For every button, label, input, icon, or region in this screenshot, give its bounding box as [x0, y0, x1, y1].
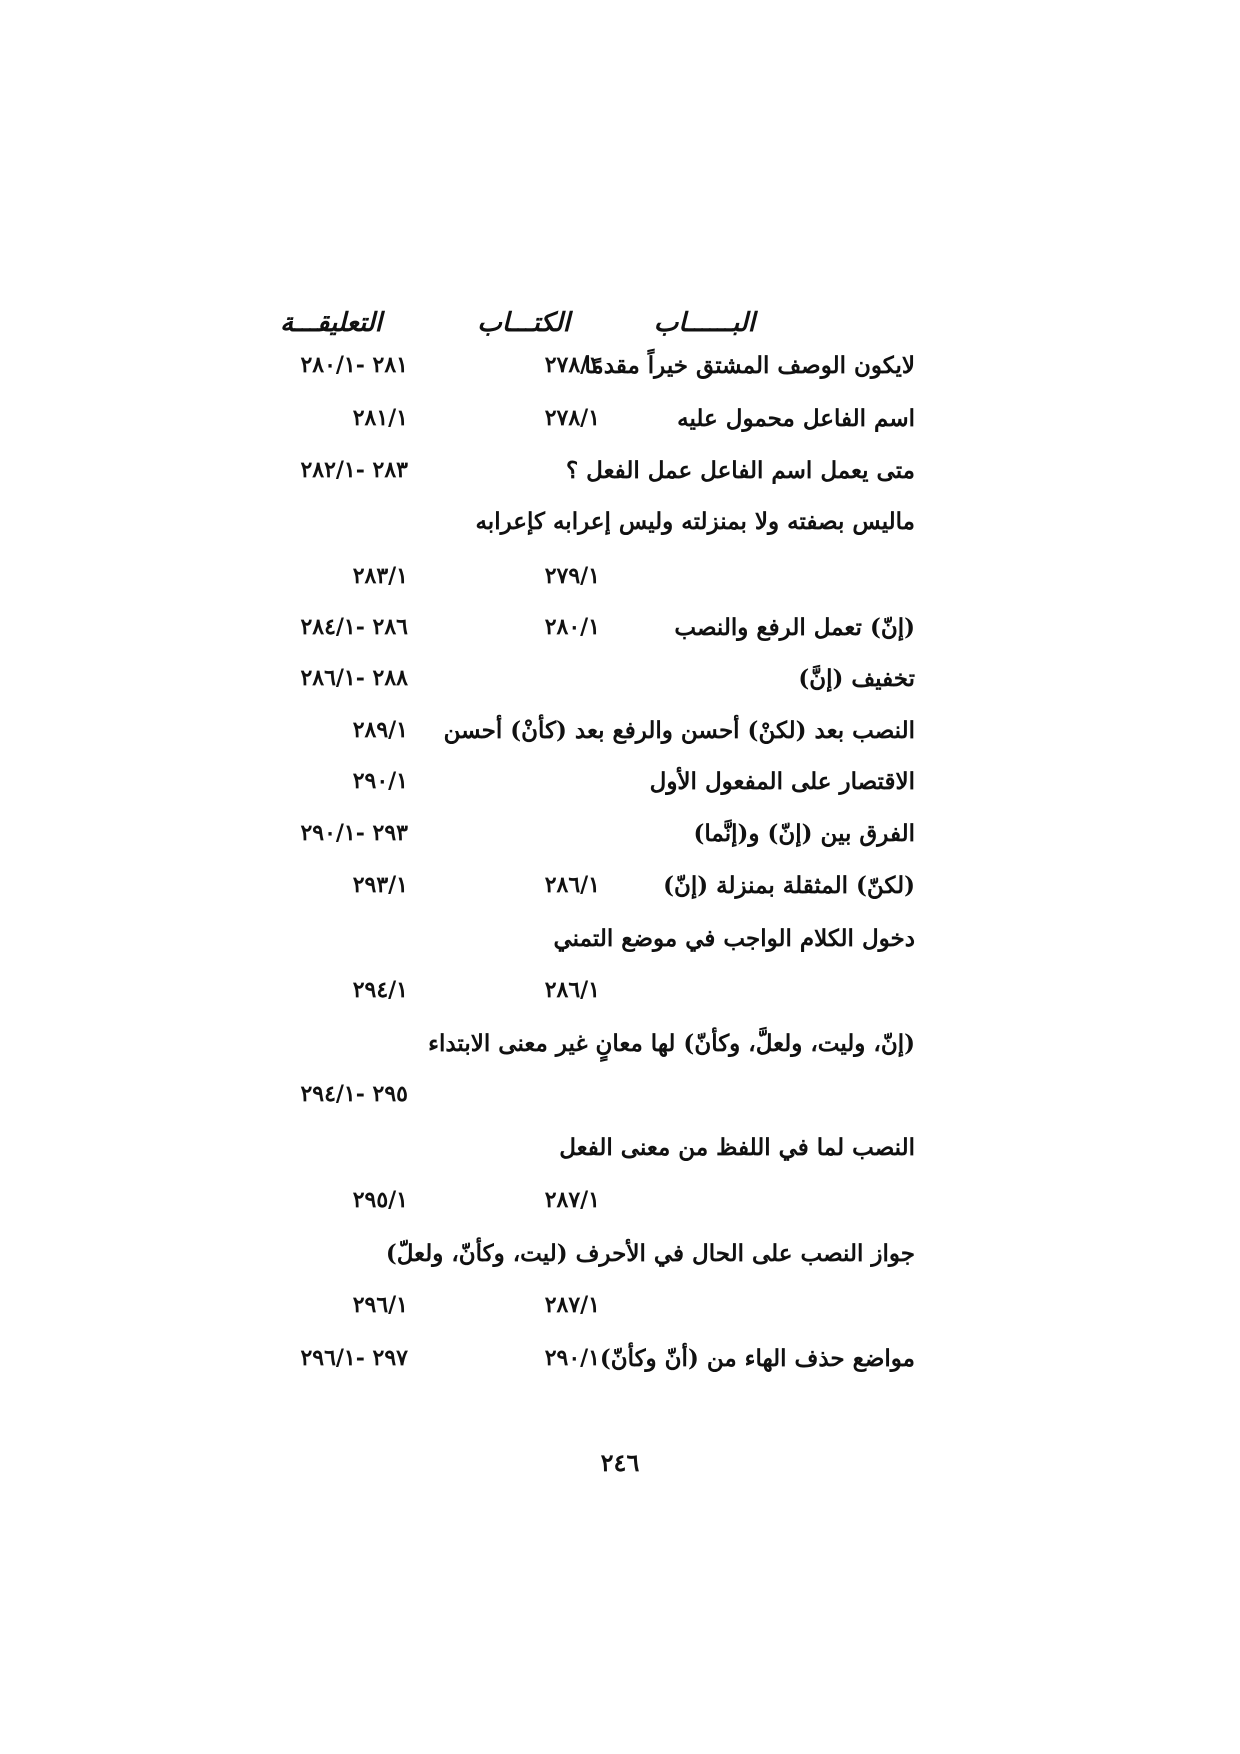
row-topic: (لكنّ) المثقلة بمنزلة (إنّ): [663, 872, 915, 899]
row-topic: دخول الكلام الواجب في موضع التمني: [553, 925, 915, 952]
row-topic: متى يعمل اسم الفاعل عمل الفعل ؟: [565, 457, 915, 484]
row-topic: (إنّ) تعمل الرفع والنصب: [674, 614, 915, 641]
row-commentary-ref: ٢٩٤/١: [352, 977, 408, 1003]
row-commentary-ref: ٢٩٣ -٢٩٠/١: [300, 820, 408, 846]
row-commentary-ref: ٢٨١ -٢٨٠/١: [300, 352, 408, 378]
page-number: ٢٤٦: [600, 1448, 640, 1477]
row-commentary-ref: ٢٨٣ -٢٨٢/١: [300, 457, 408, 483]
row-commentary-ref: ٢٩٥ -٢٩٤/١: [300, 1081, 408, 1107]
row-topic: (إنّ، وليت، ولعلَّ، وكأنّ) لها معانٍ غير معنى الابتداء: [428, 1030, 915, 1057]
row-topic: لايكون الوصف المشتق خيراً مقدمًا: [584, 352, 915, 379]
row-commentary-ref: ٢٨٨ -٢٨٦/١: [300, 665, 408, 691]
row-commentary-ref: ٢٩٣/١: [352, 872, 408, 898]
row-book-ref: ٢٧٨/١: [544, 405, 600, 431]
row-topic: جواز النصب على الحال في الأحرف (ليت، وكأنّ، ولعلّ): [385, 1240, 915, 1267]
row-topic: النصب بعد (لكنْ) أحسن والرفع بعد (كأنْ) أحسن: [443, 717, 915, 744]
row-book-ref: ٢٧٨/١: [544, 352, 600, 378]
header-topic: البــــــاب: [653, 308, 755, 338]
row-commentary-ref: ٢٨١/١: [352, 405, 408, 431]
row-commentary-ref: ٢٩٧ -٢٩٦/١: [300, 1345, 408, 1371]
row-topic: مواضع حذف الهاء من (أنّ وكأنّ): [599, 1345, 915, 1372]
row-book-ref: ٢٨٠/١: [544, 614, 600, 640]
row-commentary-ref: ٢٩٥/١: [352, 1187, 408, 1213]
row-topic: اسم الفاعل محمول عليه: [677, 405, 915, 432]
row-commentary-ref: ٢٩٠/١: [352, 768, 408, 794]
row-topic: الاقتصار على المفعول الأول: [649, 768, 915, 795]
row-commentary-ref: ٢٨٣/١: [352, 563, 408, 589]
row-commentary-ref: ٢٩٦/١: [352, 1292, 408, 1318]
row-book-ref: ٢٨٧/١: [544, 1187, 600, 1213]
header-book: الكتـــاب: [477, 308, 570, 338]
header-commentary: التعليقـــة: [280, 308, 382, 338]
row-topic: ماليس بصفته ولا بمنزلته وليس إعرابه كإعرابه: [475, 508, 915, 535]
row-book-ref: ٢٧٩/١: [544, 563, 600, 589]
row-book-ref: ٢٩٠/١: [544, 1345, 600, 1371]
row-topic: النصب لما في اللفظ من معنى الفعل: [559, 1134, 915, 1161]
row-book-ref: ٢٨٦/١: [544, 872, 600, 898]
row-commentary-ref: ٢٨٦ -٢٨٤/١: [300, 614, 408, 640]
row-topic: تخفيف (إنَّ): [798, 665, 915, 692]
row-topic: الفرق بين (إنّ) و(إنَّما): [693, 820, 915, 847]
row-book-ref: ٢٨٧/١: [544, 1292, 600, 1318]
row-book-ref: ٢٨٦/١: [544, 977, 600, 1003]
row-commentary-ref: ٢٨٩/١: [352, 717, 408, 743]
